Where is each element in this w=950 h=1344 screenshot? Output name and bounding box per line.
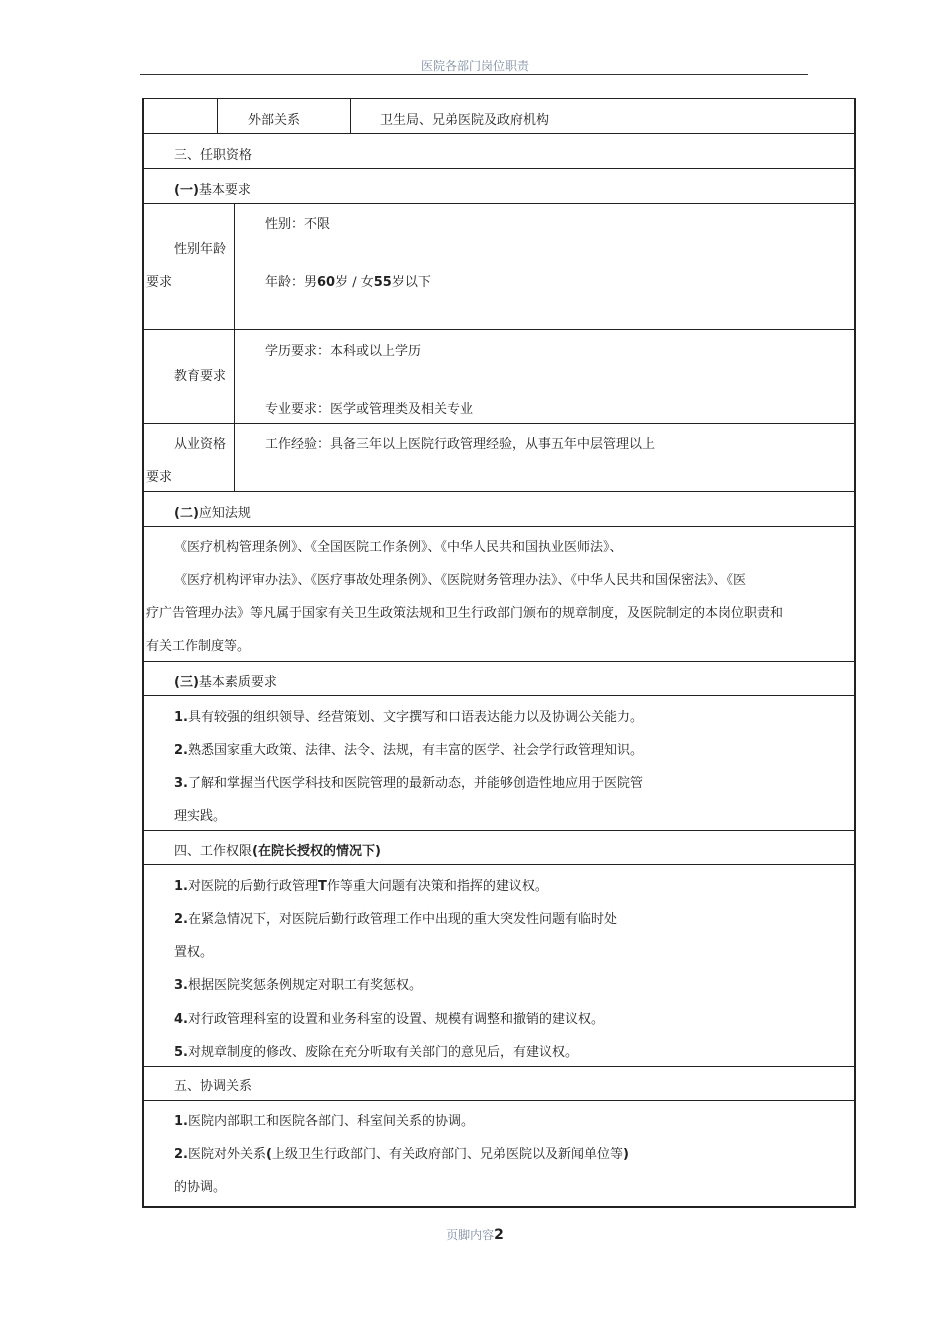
quality-item: 1.具有较强的组织领导、经营策划、文字撰写和口语表达能力以及协调公关能力。 xyxy=(174,710,643,725)
quality-item-cont: 理实践。 xyxy=(174,809,227,824)
experience-requirement: 工作经验：具备三年以上医院行政管理经验，从事五年中层管理以上 xyxy=(265,437,656,452)
page-header-title: 医院各部门岗位职责 xyxy=(420,59,529,73)
laws-line: 有关工作制度等。 xyxy=(146,639,251,654)
row-divider xyxy=(142,864,856,865)
quality-item: 3.了解和掌握当代医学科技和医院管理的最新动态，并能够创造性地应用于医院管 xyxy=(174,776,643,791)
footer-text: 页脚内容 xyxy=(446,1228,495,1242)
qualification-label-cont: 要求 xyxy=(146,470,173,485)
row-divider xyxy=(142,661,856,662)
coordination-item-cont: 的协调。 xyxy=(174,1180,227,1195)
coordination-item: 1.医院内部职工和医院各部门、科室间关系的协调。 xyxy=(174,1114,474,1129)
row-divider xyxy=(142,491,856,492)
page-number: 2 xyxy=(494,1227,504,1243)
column-divider xyxy=(350,98,351,133)
basic-requirements-heading: (一)基本要求 xyxy=(174,183,251,198)
laws-line: 疗广告管理办法》等凡属于国家有关卫生政策法规和卫生行政部门颁布的规章制度，及医院制定的本岗位职责和 xyxy=(146,606,784,621)
row-divider xyxy=(142,1100,856,1101)
section3-title: 三、任职资格 xyxy=(174,148,253,163)
education-label: 教育要求 xyxy=(174,369,227,384)
authority-item-cont: 置权。 xyxy=(174,945,214,960)
external-relations-label: 外部关系 xyxy=(248,113,301,128)
row-divider xyxy=(142,695,856,696)
gender-age-label: 性别年龄 xyxy=(174,242,227,257)
table-top-border xyxy=(142,98,856,99)
gender-requirement: 性别：不限 xyxy=(265,217,331,232)
quality-heading: (三)基本素质要求 xyxy=(174,675,277,690)
row-divider xyxy=(142,168,856,169)
page-footer xyxy=(0,1226,950,1243)
row-divider xyxy=(142,203,856,204)
section4-title: 四、工作权限(在院长授权的情况下) xyxy=(174,844,381,859)
section5-title: 五、协调关系 xyxy=(174,1079,253,1094)
major-requirement: 专业要求：医学或管理类及相关专业 xyxy=(265,402,474,417)
degree-requirement: 学历要求：本科或以上学历 xyxy=(265,344,422,359)
header-divider xyxy=(140,74,808,75)
authority-item: 4.对行政管理科室的设置和业务科室的设置、规模有调整和撤销的建议权。 xyxy=(174,1012,604,1027)
row-divider xyxy=(142,830,856,831)
row-divider xyxy=(142,526,856,527)
column-divider xyxy=(234,203,235,491)
row-divider xyxy=(142,423,856,424)
authority-item: 1.对医院的后勤行政管理T作等重大问题有决策和指挥的建议权。 xyxy=(174,879,548,894)
row-divider xyxy=(142,1066,856,1067)
laws-line: 《医疗机构评审办法》、《医疗事故处理条例》、《医院财务管理办法》、《中华人民共和国保密法》、《医 xyxy=(174,573,747,588)
age-requirement: 年龄：男60岁 / 女55岁以下 xyxy=(265,275,431,290)
authority-item: 2.在紧急情况下，对医院后勤行政管理工作中出现的重大突发性问题有临时处 xyxy=(174,912,617,927)
qualification-label: 从业资格 xyxy=(174,437,227,452)
gender-age-label-cont: 要求 xyxy=(146,275,173,290)
row-divider xyxy=(142,133,856,134)
column-divider xyxy=(217,98,218,133)
external-relations-value: 卫生局、兄弟医院及政府机构 xyxy=(380,113,550,128)
coordination-item: 2.医院对外关系(上级卫生行政部门、有关政府部门、兄弟医院以及新闻单位等) xyxy=(174,1147,629,1162)
authority-item: 5.对规章制度的修改、废除在充分听取有关部门的意见后，有建议权。 xyxy=(174,1045,578,1060)
laws-line: 《医疗机构管理条例》、《全国医院工作条例》、《中华人民共和国执业医师法》、 xyxy=(174,540,623,555)
authority-item: 3.根据医院奖惩条例规定对职工有奖惩权。 xyxy=(174,978,422,993)
row-divider xyxy=(142,329,856,330)
quality-item: 2.熟悉国家重大政策、法律、法令、法规，有丰富的医学、社会学行政管理知识。 xyxy=(174,743,643,758)
laws-heading: (二)应知法规 xyxy=(174,506,251,521)
